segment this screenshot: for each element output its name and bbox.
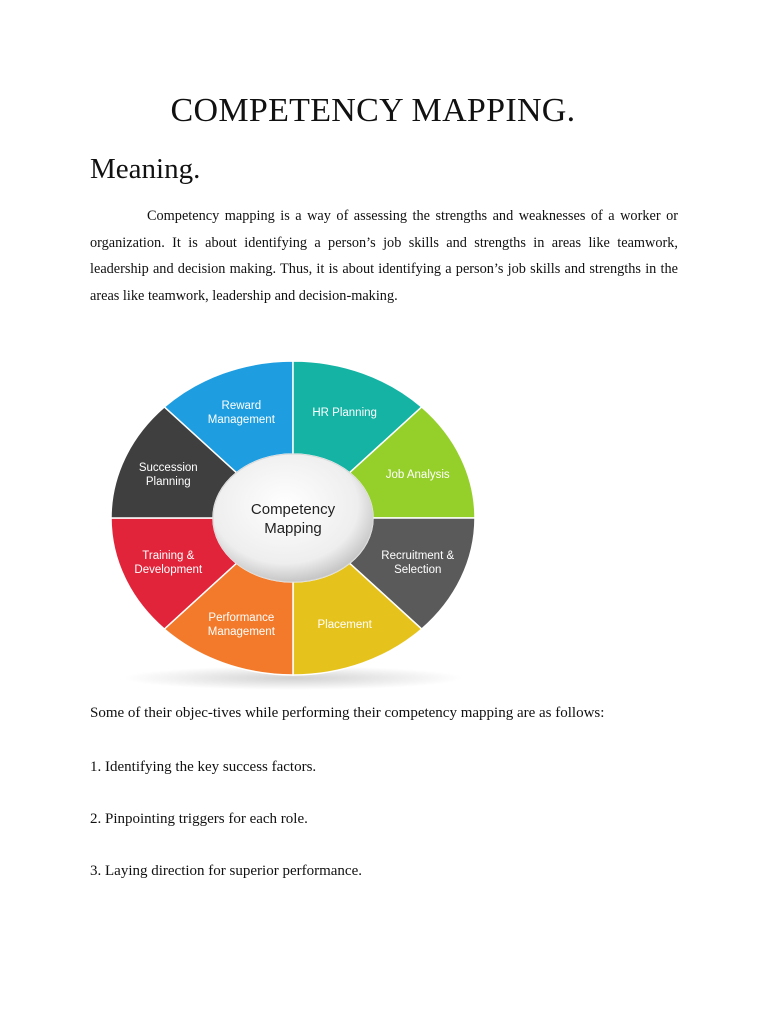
section-heading: Meaning. (90, 153, 201, 185)
wheel-segment-1-label-2: Management (207, 414, 275, 427)
wheel-segment-5-label-1: Placement (317, 618, 372, 631)
center-label-line-1: Competency (250, 501, 336, 518)
competency-wheel (80, 348, 510, 698)
objective-item-1: 1. Identifying the key success factors. (90, 759, 317, 775)
wheel-center (213, 454, 373, 582)
objective-item-3: 3. Laying direction for superior performance. (90, 863, 362, 879)
wheel-segment-4-label-1: Recruitment & (381, 549, 455, 562)
page-title: COMPETENCY MAPPING. (170, 92, 576, 129)
center-label-line-2: Mapping (264, 520, 322, 537)
competency-mapping-diagram (80, 348, 510, 698)
wheel-segment-7-label-1: Training & (142, 549, 195, 562)
wheel-segment-7-label-2: Development (134, 563, 203, 576)
wheel-segment-1-label-1: Reward (221, 400, 262, 413)
wheel-segment-3-label-1: Job Analysis (385, 469, 450, 482)
wheel-segment-2-label-1: HR Planning (312, 407, 377, 420)
wheel-segment-8-label-2: Planning (145, 476, 191, 489)
objectives-intro: Some of their objec-tives while performing their competency mapping are as follows: (90, 705, 605, 721)
wheel-segment-4-label-2: Selection (394, 563, 442, 576)
objective-item-2: 2. Pinpointing triggers for each role. (90, 811, 308, 827)
meaning-paragraph: Competency mapping is a way of assessing the strengths and weaknesses of a worker or organization. It is about identifying a person’s job skills and strengths in areas like teamwork, leadership and decision making. Thus, it is about identifying a person’s job skills and strengths in the areas like teamwork, leadership and decision-making. (90, 208, 678, 304)
wheel-segment-8-label-1: Succession (138, 462, 198, 475)
wheel-segment-6-label-1: Performance (208, 611, 275, 624)
wheel-segment-6-label-2: Management (207, 625, 275, 638)
